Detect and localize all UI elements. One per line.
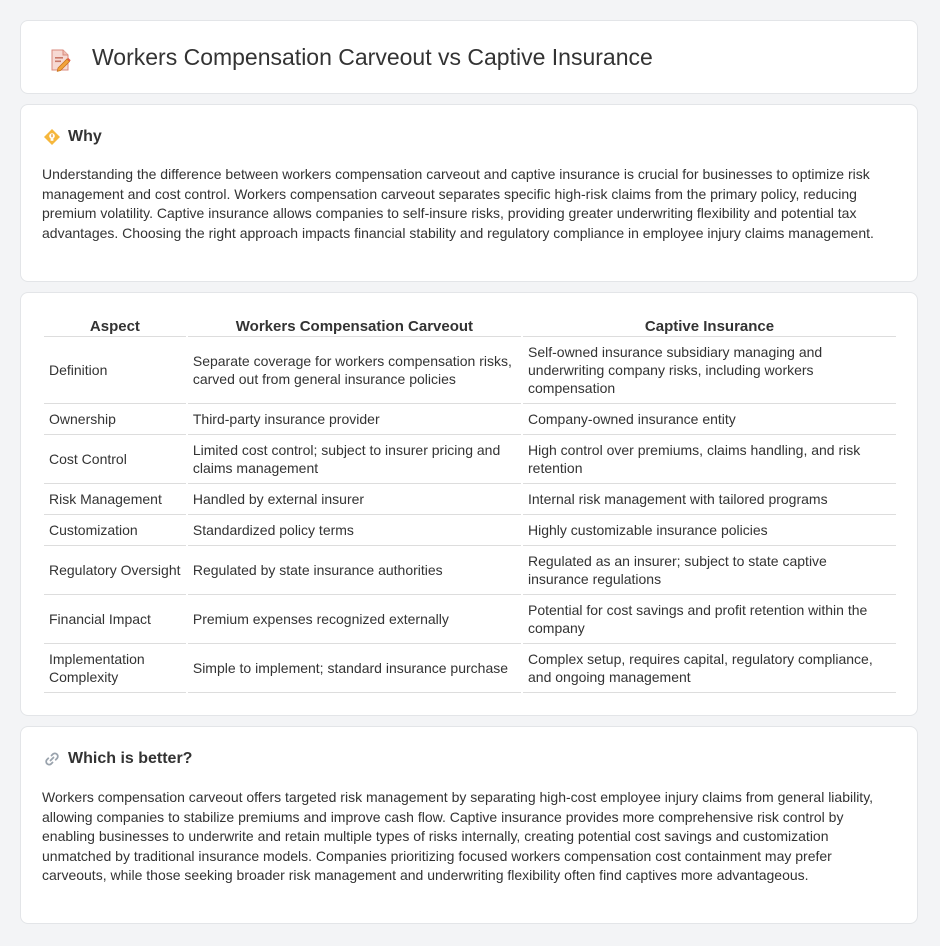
table-row <box>44 644 896 693</box>
table-row <box>44 435 896 484</box>
column-header-captive: Captive Insurance <box>523 317 896 337</box>
carveout-cell: Handled by external insurer <box>188 484 521 515</box>
captive-cell: Potential for cost savings and profit retention within the company <box>523 595 896 644</box>
carveout-cell: Limited cost control; subject to insurer pricing and claims management <box>188 435 521 484</box>
document-edit-icon <box>47 47 73 73</box>
aspect-cell: Customization <box>44 515 186 546</box>
better-paragraph: Workers compensation carveout offers targeted risk management by separating high-cost employee injury claims from general liability, allowing companies to stabilize premiums and improve cash flow. Captive insurance provides more comprehensive risk control by enabling businesses to underwrite and retain multiple types of risks internally, creating potential cost savings and customization unmatched by traditional insurance models. Companies prioritizing focused workers compensation cost containment may prefer carveouts, while those seeking broader risk management and underwriting flexibility often find captives more advantageous. <box>42 789 874 883</box>
comparison-section <box>20 292 918 716</box>
carveout-cell: Simple to implement; standard insurance purchase <box>188 644 521 693</box>
why-section <box>20 104 918 282</box>
why-heading-label: Why <box>68 128 102 145</box>
carveout-cell: Separate coverage for workers compensation risks, carved out from general insurance policies <box>188 337 521 404</box>
aspect-cell: Financial Impact <box>44 595 186 644</box>
why-heading <box>43 127 102 147</box>
table-row <box>44 546 896 595</box>
captive-cell: Self-owned insurance subsidiary managing and underwriting company risks, including workers compensation <box>523 337 896 404</box>
why-paragraph: Understanding the difference between workers compensation carveout and captive insurance is crucial for businesses to optimize risk management and cost control. Workers compensation carveout separates specific high-risk claims from the primary policy, reducing premium volatility. Captive insurance allows companies to self-insure risks, providing greater underwriting flexibility and potential tax advantages. Choosing the right approach impacts financial stability and regulatory compliance in employee injury claims management. <box>42 166 874 241</box>
captive-cell: Company-owned insurance entity <box>523 404 896 435</box>
aspect-cell: Risk Management <box>44 484 186 515</box>
title-card <box>20 20 918 94</box>
table-row <box>44 337 896 404</box>
which-is-better-section <box>20 726 918 924</box>
aspect-cell: Regulatory Oversight <box>44 546 186 595</box>
table-row <box>44 515 896 546</box>
aspect-cell: Ownership <box>44 404 186 435</box>
aspect-cell: Implementation Complexity <box>44 644 186 693</box>
column-header-carveout: Workers Compensation Carveout <box>188 317 521 337</box>
table-row <box>44 404 896 435</box>
captive-cell: High control over premiums, claims handling, and risk retention <box>523 435 896 484</box>
better-heading <box>43 749 192 769</box>
link-icon <box>43 750 61 768</box>
carveout-cell: Premium expenses recognized externally <box>188 595 521 644</box>
captive-cell: Highly customizable insurance policies <box>523 515 896 546</box>
light-bulb-icon <box>43 128 61 146</box>
captive-cell: Complex setup, requires capital, regulatory compliance, and ongoing management <box>523 644 896 693</box>
page-title: Workers Compensation Carveout vs Captive Insurance <box>92 44 653 70</box>
carveout-cell: Standardized policy terms <box>188 515 521 546</box>
better-heading-label: Which is better? <box>68 750 193 767</box>
column-header-aspect: Aspect <box>44 317 186 337</box>
table-header-row <box>44 317 896 337</box>
table-row <box>44 595 896 644</box>
captive-cell: Internal risk management with tailored programs <box>523 484 896 515</box>
table-row <box>44 484 896 515</box>
aspect-cell: Cost Control <box>44 435 186 484</box>
carveout-cell: Third-party insurance provider <box>188 404 521 435</box>
carveout-cell: Regulated by state insurance authorities <box>188 546 521 595</box>
captive-cell: Regulated as an insurer; subject to state captive insurance regulations <box>523 546 896 595</box>
comparison-table <box>42 317 898 693</box>
aspect-cell: Definition <box>44 337 186 404</box>
